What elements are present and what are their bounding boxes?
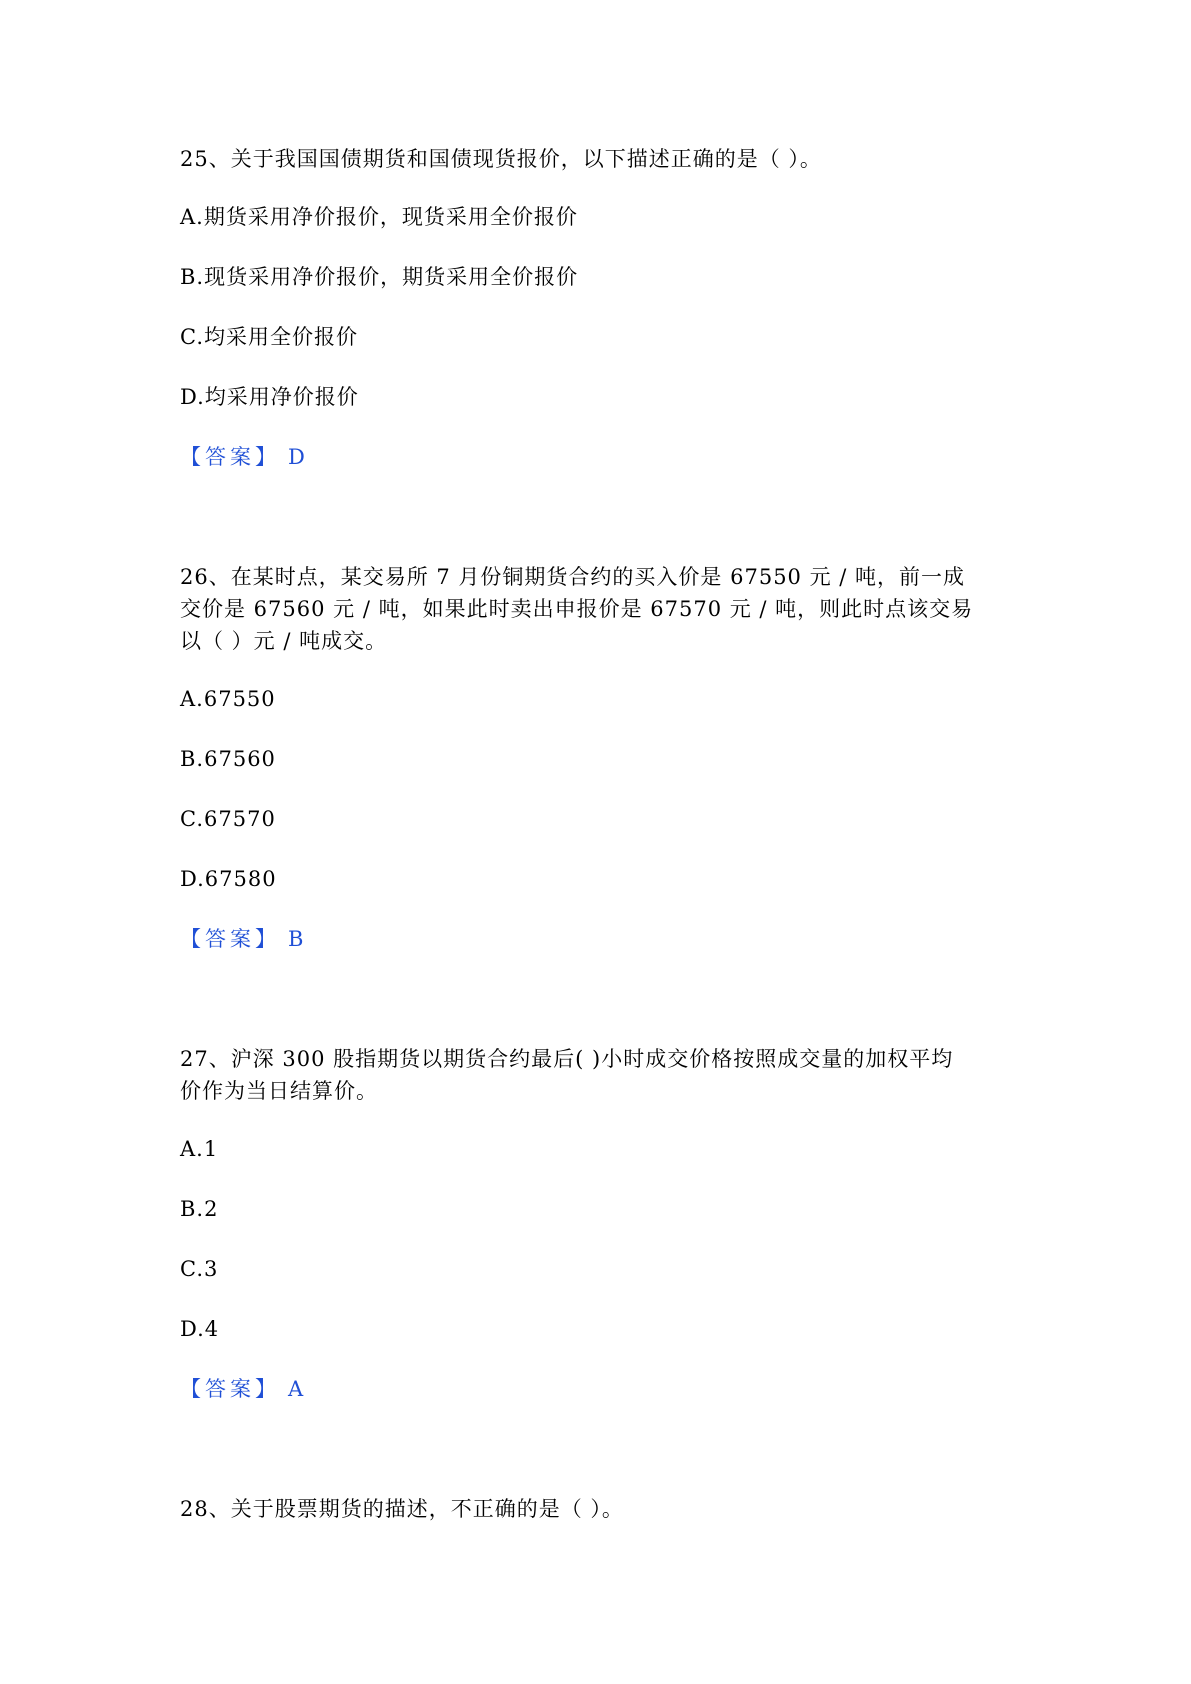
question-26-stem-line-2: 交价是 67560 元 / 吨，如果此时卖出申报价是 67570 元 / 吨，则此时点该交易 (180, 597, 974, 621)
question-27-option-c: C.3 (180, 1257, 219, 1281)
question-27-option-d: D.4 (180, 1317, 220, 1341)
answer-label: 【答案】 (180, 927, 280, 951)
question-27-option-b: B.2 (180, 1197, 219, 1221)
answer-label: 【答案】 (180, 1377, 280, 1401)
question-26-option-d: D.67580 (180, 867, 277, 891)
question-27-stem-line-2: 价作为当日结算价。 (180, 1079, 378, 1103)
question-25-option-a: A.期货采用净价报价，现货采用全价报价 (180, 205, 578, 229)
question-27-stem-line-1: 27、沪深 300 股指期货以期货合约最后( )小时成交价格按照成交量的加权平均 (180, 1047, 954, 1071)
question-27-answer (180, 1374, 304, 1404)
question-26-stem-line-3: 以（ ）元 / 吨成交。 (180, 629, 388, 653)
question-27-option-a: A.1 (180, 1137, 219, 1161)
question-26-option-c: C.67570 (180, 807, 276, 831)
question-25-answer (180, 442, 306, 472)
question-25-option-d: D.均采用净价报价 (180, 385, 359, 409)
answer-value: D (288, 445, 306, 469)
question-28-stem: 28、关于股票期货的描述，不正确的是（ ）。 (180, 1497, 624, 1521)
question-25-option-c: C.均采用全价报价 (180, 325, 358, 349)
question-26-stem-line-1: 26、在某时点，某交易所 7 月份铜期货合约的买入价是 67550 元 / 吨，前一成 (180, 565, 966, 589)
question-26-answer (180, 924, 304, 954)
question-26-option-a: A.67550 (180, 687, 276, 711)
question-25-stem: 25、关于我国国债期货和国债现货报价，以下描述正确的是（ ）。 (180, 147, 822, 171)
answer-value: A (288, 1377, 305, 1401)
question-26-option-b: B.67560 (180, 747, 276, 771)
answer-label: 【答案】 (180, 445, 280, 469)
question-25-option-b: B.现货采用净价报价，期货采用全价报价 (180, 265, 579, 289)
answer-value: B (288, 927, 305, 951)
